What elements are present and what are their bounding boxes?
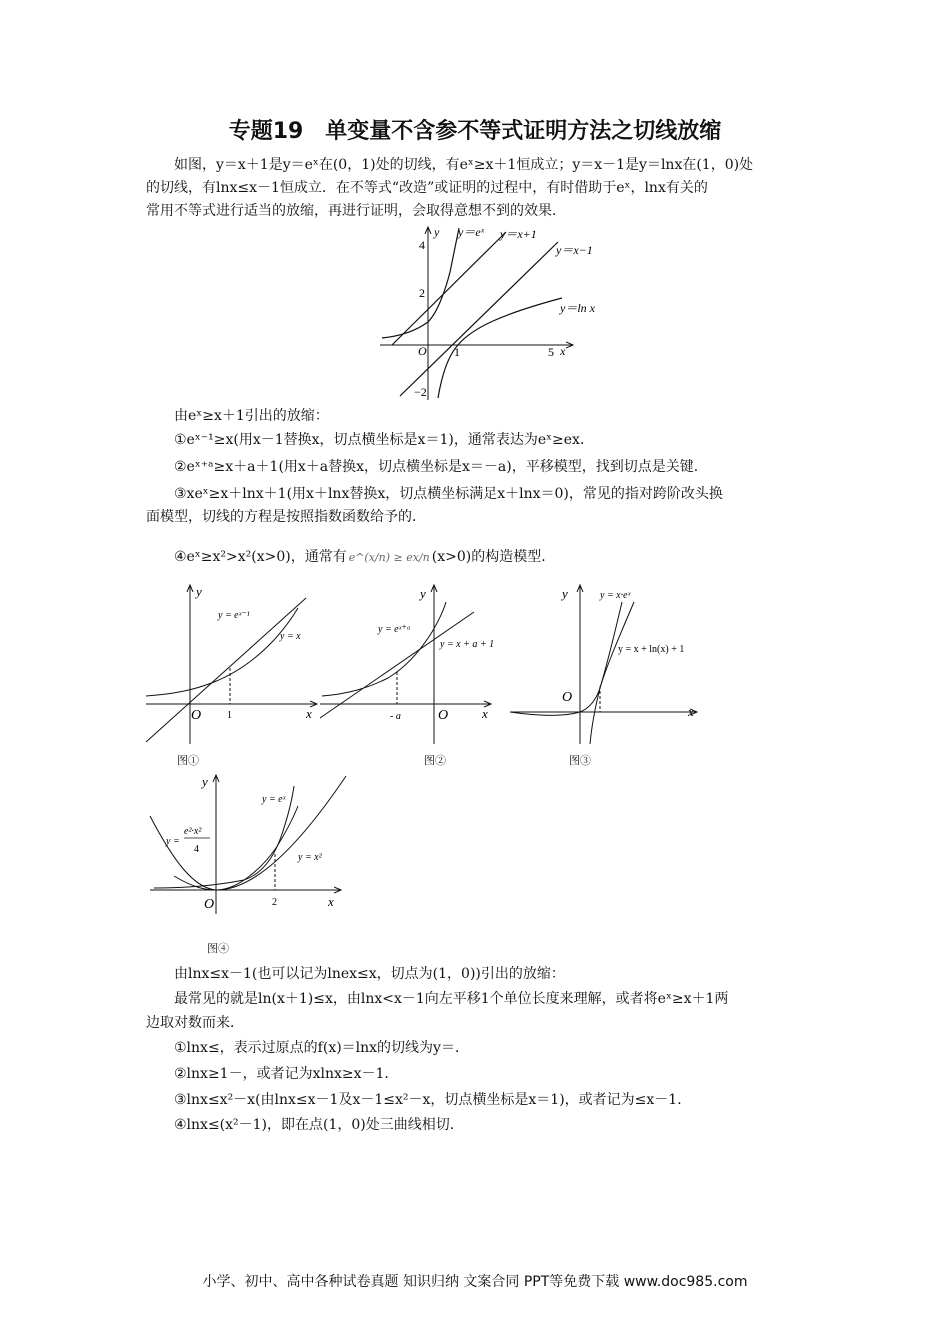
caption-2: 图② [424,754,446,767]
ln-item-2: ②lnx≥1－，或者记为xlnx≥x－1． [174,1066,399,1082]
figure-1 [144,582,324,746]
label-x-plus-1: y＝x+1 [500,227,537,241]
figure-4 [144,772,348,916]
fig4-origin: O [204,897,215,912]
fig2-label-line: y = x + a + 1 [440,639,495,650]
intro-line-1: 如图，y＝x＋1是y＝eˣ在(0，1)处的切线，有eˣ≥x＋1恒成立；y＝x－1是y＝lnx在(1，0)处 [174,157,754,173]
tick-1: 1 [454,345,460,359]
exp-item-2: ②eˣ⁺ᵃ≥x＋a＋1(用x＋a替换x，切点横坐标是x＝－a)，平移模型，找到切点是关键． [174,459,708,475]
fig1-axis-y: y [196,584,202,599]
fig2-label-curve: y = eˣ⁺ᵃ [378,624,411,635]
curve-exp-shift-a [322,602,446,696]
fig4-label-exp: y = eˣ [262,794,286,805]
page-footer: 小学、初中、高中各种试卷真题 知识归纳 文案合同 PPT等免费下载 www.doc985.com [202,1274,748,1290]
fig4-label-prefix: y = [166,836,180,847]
tick-2: 2 [419,286,425,300]
fig1-tick: 1 [227,710,232,721]
exp-item-3-line-1: ③xeˣ≥x＋lnx＋1(用x＋lnx替换x，切点横坐标满足x＋lnx＝0)，常见的指对跨阶改头换 [174,486,723,502]
origin-label: O [418,344,427,358]
fig3-axis-x: x [688,704,694,719]
line-x-plus-1 [392,232,506,345]
fig1-label-curve: y = eˣ⁻¹ [218,610,250,621]
exp-item-3-line-2: 面模型，切线的方程是按照指数函数给予的． [146,509,426,525]
fig4-tick: 2 [272,897,277,908]
curve-x-ln [590,602,634,744]
caption-3: 图③ [569,754,591,767]
exp-heading: 由eˣ≥x＋1引出的放缩： [174,408,329,424]
exp-item-4 [146,546,806,569]
exp-item-1: ①eˣ⁻¹≥x(用x－1替换x，切点横坐标是x＝1)，通常表达为eˣ≥ex． [174,432,594,448]
fig1-axis-x: x [306,706,312,721]
intro-line-2: 的切线，有lnx≤x－1恒成立．在不等式“改造”或证明的过程中，有时借助于eˣ，lnx有关的 [146,180,708,196]
exp-item-4-suffix: (x>0)的构造模型． [431,549,556,565]
fig3-label-curve: y = x·eˣ [600,590,631,601]
fig3-axis-y: y [562,586,568,601]
ln-para-line-2: 边取对数而来． [146,1015,244,1031]
exp-item-4-formula: e^(x/n) ≥ ex/n [348,551,430,564]
label-exp: y＝eˣ [458,225,485,239]
caption-4: 图④ [207,942,229,955]
fig4-label-num: e²·x² [184,826,202,837]
ln-item-1: ①lnx≤，表示过原点的f(x)＝lnx的切线为y＝． [174,1040,469,1056]
figure-2 [318,582,498,746]
fig3-origin: O [562,690,573,705]
fig2-tick: - a [390,711,401,722]
main-figure [372,224,608,404]
ln-heading: 由lnx≤x－1(也可以记为lnex≤x，切点为(1，0))引出的放缩： [174,966,565,982]
ln-para-line-1: 最常见的就是ln(x＋1)≤x，由lnx<x－1向左平移1个单位长度来理解，或者将eˣ≥x＋1两 [174,991,729,1007]
curve-e2x2 [150,806,298,890]
fig4-label-sq: y = x² [298,852,322,863]
figure-3 [508,582,704,746]
axis-x-label: x [560,344,566,358]
exp-item-4-prefix: ④eˣ≥x²>x²(x>0)，通常有 [174,549,347,565]
tick-4: 4 [419,238,425,252]
line-x-minus-1 [400,242,558,396]
ln-item-3: ③lnx≤x²－x(由lnx≤x－1及x－1≤x²－x，切点横坐标是x＝1)，或者记为≤x－1． [174,1092,692,1108]
fig2-origin: O [438,708,449,723]
intro-line-3: 常用不等式进行适当的放缩，再进行证明，会取得意想不到的效果． [146,203,566,219]
fig4-axis-y: y [202,774,208,789]
label-x-minus-1: y＝x−1 [556,243,593,257]
axis-y-label: y [434,225,440,239]
tick-5: 5 [548,345,554,359]
fig1-label-line: y = x [280,631,301,642]
fig1-origin: O [191,708,202,723]
fig4-axis-x: x [328,894,334,909]
ln-item-4: ④lnx≤(x²－1)，即在点(1，0)处三曲线相切． [174,1117,464,1133]
fig2-axis-y: y [420,586,426,601]
curve-exp-shift [146,608,298,696]
page-title: 专题19 单变量不含参不等式证明方法之切线放缩 [228,119,722,144]
fig3-label-line: y = x + ln(x) + 1 [618,644,685,655]
fig2-axis-x: x [482,706,488,721]
fig4-label-den: 4 [194,844,199,855]
label-ln: y＝ln x [560,301,595,315]
caption-1: 图① [177,754,199,767]
tick-minus-2: −2 [414,385,427,399]
